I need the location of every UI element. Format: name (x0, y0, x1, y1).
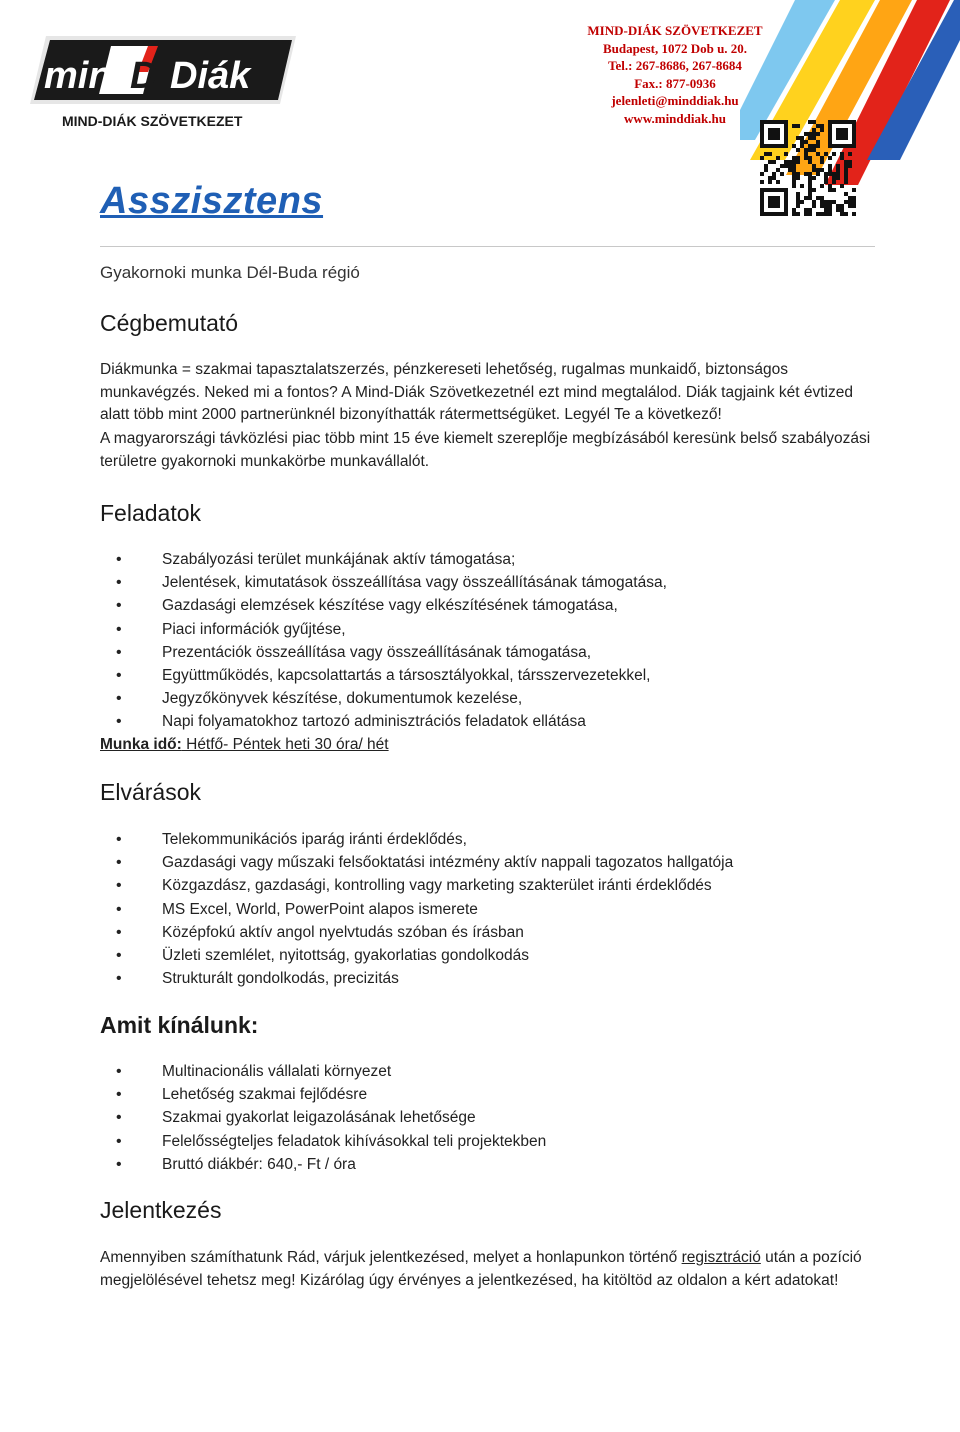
contact-email[interactable]: jelenleti@minddiak.hu (611, 93, 739, 108)
contact-website[interactable]: www.minddiak.hu (624, 110, 726, 126)
list-item: • Együttműködés, kapcsolattartás a társosztályokkal, társszervezetekkel, (100, 664, 880, 687)
tasks-list (100, 548, 880, 734)
company-heading: Cégbemutató (100, 310, 239, 336)
list-item: • Szakmai gyakorlat leigazolásának lehetősége (100, 1106, 880, 1129)
qr-code (760, 120, 856, 216)
worktime-line (100, 736, 389, 754)
job-subtitle: Gyakornoki munka Dél-Buda régió (100, 263, 360, 282)
list-item: • Bruttó diákbér: 640,- Ft / óra (100, 1153, 880, 1176)
company-description: A magyarországi távközlési piac több mint 15 éve kiemelt szereplője megbízásából keresünk belső szabályozási területre gyakornoki munkakörbe munkavállalót. (100, 430, 871, 470)
list-item: • Napi folyamatokhoz tartozó adminisztrációs feladatok ellátása (100, 710, 880, 733)
list-item: • Felelősségteljes feladatok kihívásokkal teli projektekben (100, 1130, 880, 1153)
registration-link[interactable]: regisztráció (681, 1249, 761, 1266)
apply-heading: Jelentkezés (100, 1197, 222, 1223)
svg-text:MIND-DIÁK SZÖVETKEZET: MIND-DIÁK SZÖVETKEZET (62, 113, 243, 129)
list-item: • Középfokú aktív angol nyelvtudás szóban és írásban (100, 921, 880, 944)
svg-text:D: D (130, 55, 158, 97)
contact-address: Budapest, 1072 Dob u. 20. (602, 40, 748, 56)
offer-list (100, 1060, 880, 1176)
minddiak-logo (28, 26, 308, 134)
list-item: • Gazdasági vagy műszaki felsőoktatási intézmény aktív nappali tagozatos hallgatója (100, 851, 880, 874)
tasks-heading: Feladatok (100, 500, 202, 526)
list-item: • Telekommunikációs iparág iránti érdeklődés, (100, 828, 880, 851)
worktime-label: Munka idő: (100, 736, 182, 753)
apply-text: Amennyiben számíthatunk Rád, várjuk jelentkezésed, melyet a honlapunkon történő regisztráció után a pozíció megjelölésével tehetsz meg! Kizárólag úgy érvényes a jelentkezésed, ha kitöltöd az oldalon a kért adatokat! (100, 1249, 862, 1289)
list-item: • Multinacionális vállalati környezet (100, 1060, 880, 1083)
requirements-heading: Elvárások (100, 779, 201, 805)
list-item: • Üzleti szemlélet, nyitottság, gyakorlatias gondolkodás (100, 944, 880, 967)
list-item: • Lehetőség szakmai fejlődésre (100, 1083, 880, 1106)
list-item: • Jegyzőkönyvek készítése, dokumentumok kezelése, (100, 687, 880, 710)
list-item: • Közgazdász, gazdasági, kontrolling vagy marketing szakterület iránti érdeklődés (100, 874, 880, 897)
list-item: • MS Excel, World, PowerPoint alapos ismerete (100, 898, 880, 921)
contact-company: MIND-DIÁK SZÖVETKEZET (587, 23, 763, 38)
svg-text:Diák: Diák (170, 55, 251, 97)
list-item: • Strukturált gondolkodás, precizitás (100, 967, 880, 990)
contact-block (560, 22, 790, 127)
list-item: • Jelentések, kimutatások összeállítása vagy összeállításának támogatása, (100, 571, 880, 594)
contact-fax: Fax.: 877-0936 (634, 75, 716, 91)
list-item: • Prezentációk összeállítása vagy összeállításának támogatása, (100, 641, 880, 664)
requirements-list (100, 828, 880, 990)
contact-phone: Tel.: 267-8686, 267-8684 (608, 58, 742, 73)
job-title: Asszisztens (100, 180, 324, 222)
list-item: • Szabályozási terület munkájának aktív támogatása; (100, 548, 880, 571)
list-item: • Piaci információk gyűjtése, (100, 618, 880, 641)
title-divider (100, 246, 875, 247)
company-intro: Diákmunka = szakmai tapasztalatszerzés, pénzkereseti lehetőség, rugalmas munkaidő, biztonságos munkavégzés. Neked mi a fontos? A Mind-Diák Szövetkezetnél ezt mind megtalálod. Diák tagjaink két évtized alatt több mint 2000 partnerünknél bizonyíthatták rátermettségüket. Legyél Te a következő! (100, 361, 853, 424)
svg-text:min: min (44, 55, 112, 97)
worktime-value: Hétfő- Péntek heti 30 óra/ hét (181, 736, 389, 753)
offer-heading: Amit kínálunk: (100, 1012, 259, 1038)
list-item: • Gazdasági elemzések készítése vagy elkészítésének támogatása, (100, 594, 880, 617)
